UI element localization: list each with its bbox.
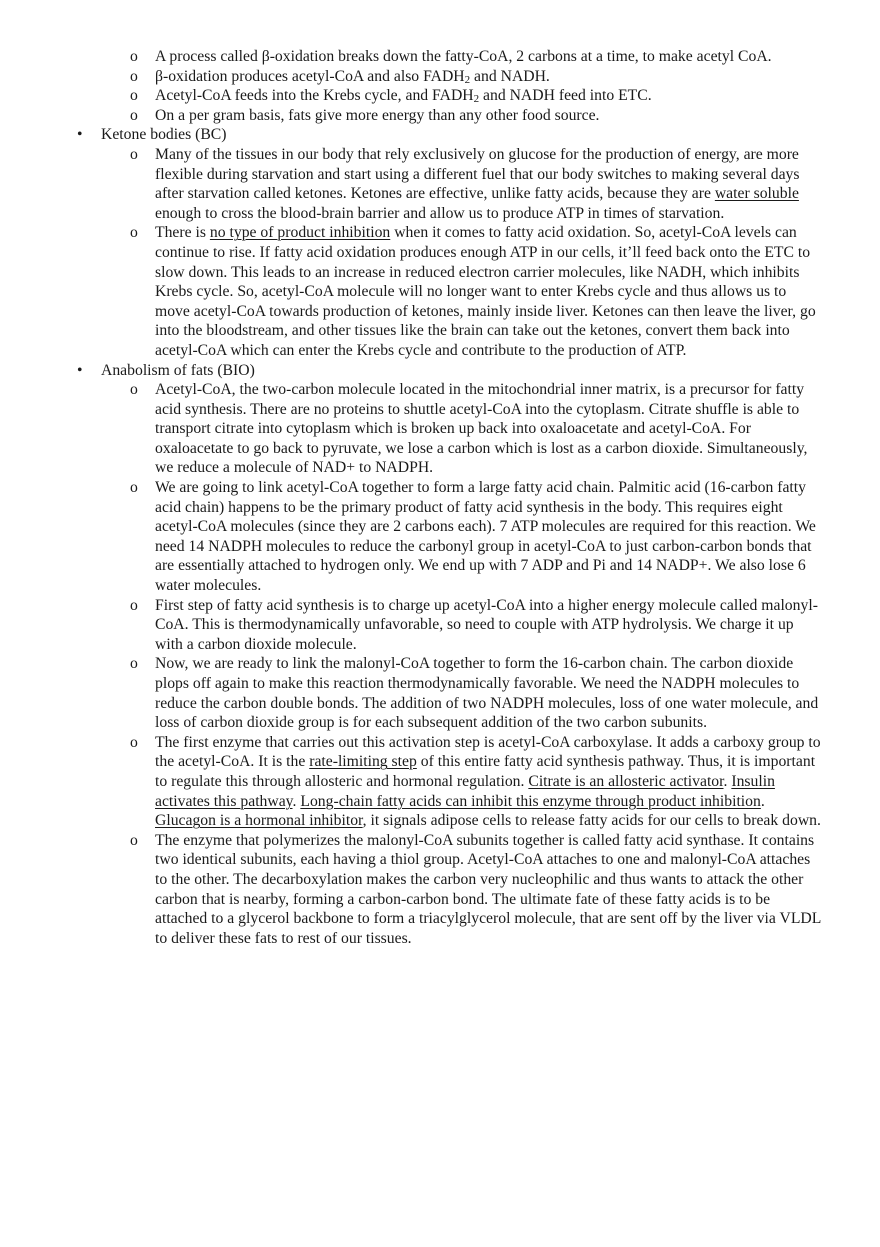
list-item — [0, 831, 880, 949]
heading-text: Anabolism of fats (BIO) — [101, 361, 255, 379]
item-text: Many of the tissues in our body that rely exclusively on glucose for the production of energy, are more flexible during starvation and start using a different fuel that our body switches to making several days after starvation called ketones. Ketones are effective, unlike fatty acids, because they are — [155, 145, 800, 203]
bullet-marker: • — [77, 361, 83, 379]
item-text: β-oxidation produces acetyl-CoA and also FADH — [155, 67, 465, 85]
list-item — [0, 67, 880, 87]
item-text: . — [723, 772, 732, 790]
bullet-marker: o — [130, 655, 138, 673]
item-text: Now, we are ready to link the malonyl-CoA together to form the 16-carbon chain. The carbon dioxide plops off again to make this reaction thermodynamically favorable. We need the NADPH molecules to reduce the carbon double bonds. The addition of two NADPH molecules, loss of one water molecule, and loss of carbon dioxide group is for each subsequent addition of the two carbon subunits. — [155, 655, 819, 732]
item-text: and NADH feed into ETC. — [479, 87, 652, 105]
item-text: . — [760, 792, 765, 810]
bullet-marker: o — [130, 106, 138, 124]
bullet-marker: o — [130, 831, 138, 849]
bullet-marker: o — [130, 67, 138, 85]
item-text: and NADH. — [470, 67, 550, 85]
item-text: The first enzyme that carries out this activation step is acetyl-CoA carboxylase. It adds a carboxy group to the acetyl-CoA. It is the — [155, 733, 821, 771]
item-text: Acetyl-CoA, the two-carbon molecule located in the mitochondrial inner matrix, is a precursor for fatty acid synthesis. There are no proteins to shuttle acetyl-CoA into the cytoplasm. Citrate shuffle is able to transport citrate into cytoplasm which is broken up back into oxaloacetate and acetyl-CoA. For oxaloacetate to go back to pyruvate, we lose a carbon which is lost as a carbon dioxide. Simultaneously, we reduce a molecule of NAD+ to NADPH. — [155, 381, 808, 477]
list-item — [0, 106, 880, 126]
heading-text: Ketone bodies (BC) — [101, 126, 227, 144]
bullet-marker: o — [130, 479, 138, 497]
underlined-text: Insulin activates this pathway — [155, 772, 775, 810]
item-text: First step of fatty acid synthesis is to charge up acetyl-CoA into a higher energy molecule called malonyl-CoA. This is thermodynamically unfavorable, so need to couple with ATP hydrolysis. We charge it up with a carbon dioxide molecule. — [155, 596, 818, 653]
item-text: Acetyl-CoA feeds into the Krebs cycle, and FADH — [155, 87, 474, 105]
document-page — [0, 47, 880, 948]
subscript: 2 — [464, 73, 471, 86]
bullet-marker: o — [130, 87, 138, 105]
underlined-text: rate-limiting step — [309, 753, 417, 771]
list-item — [0, 86, 880, 106]
list-item — [0, 478, 880, 596]
list-item — [0, 733, 880, 831]
item-text: On a per gram basis, fats give more energy than any other food source. — [155, 106, 600, 124]
underlined-text: Citrate is an allosteric activator — [528, 772, 724, 790]
underlined-text: Glucagon is a hormonal inhibitor — [155, 812, 363, 830]
section-heading-anabolism — [0, 361, 880, 381]
list-item — [0, 47, 880, 67]
list-item — [0, 654, 880, 732]
item-text: of this entire fatty acid synthesis pathway. Thus, it is important to regulate this through allosteric and hormonal regulation. — [155, 753, 816, 790]
bullet-marker: o — [130, 145, 138, 163]
item-text: . — [292, 792, 301, 810]
item-text: There is — [155, 224, 210, 242]
item-text: A process called β-oxidation breaks down the fatty-CoA, 2 carbons at a time, to make acetyl CoA. — [155, 48, 772, 65]
bullet-marker: o — [130, 733, 138, 751]
list-item — [0, 596, 880, 655]
item-text: We are going to link acetyl-CoA together to form a large fatty acid chain. Palmitic acid (16-carbon fatty acid chain) happens to be the primary product of fatty acid synthesis in the body. This requires eight acetyl-CoA molecules (since they are 2 carbons each). 7 ATP molecules are required for this reaction. We need 14 NADPH molecules to reduce the carbonyl group in acetyl-CoA to just carbon-carbon bonds that are essentially attached to hydrogen only. We end up with 7 ADP and Pi and 14 NADP+. We also lose 6 water molecules. — [155, 479, 816, 595]
item-text: The enzyme that polymerizes the malonyl-CoA subunits together is called fatty acid synthase. It contains two identical subunits, each having a thiol group. Acetyl-CoA attaches to one and malonyl-CoA attaches to the other. The decarboxylation makes the carbon very nucleophilic and thus wants to attack the other carbon that is nearby, forming a carbon-carbon bond. The ultimate fate of these fatty acids is to be attached to a glycerol backbone to form a triacylglycerol molecule, that are sent off by the liver via VLDL to deliver these fats to rest of our tissues. — [155, 831, 821, 947]
bullet-marker: o — [130, 224, 138, 242]
list-item — [0, 223, 880, 360]
underlined-text: water soluble — [714, 185, 799, 203]
item-text: , it signals adipose cells to release fatty acids for our cells to break down. — [362, 812, 821, 830]
bullet-marker: o — [130, 381, 138, 399]
bullet-marker: • — [77, 126, 83, 144]
item-text: enough to cross the blood-brain barrier and allow us to produce ATP in times of starvation. — [155, 204, 725, 222]
list-item — [0, 380, 880, 478]
list-item — [0, 145, 880, 223]
section-heading-ketone — [0, 125, 880, 145]
underlined-text: Long-chain fatty acids can inhibit this enzyme through product inhibition — [300, 792, 761, 810]
bullet-marker: o — [130, 596, 138, 614]
bullet-marker: o — [130, 48, 138, 65]
item-text: when it comes to fatty acid oxidation. So, acetyl-CoA levels can continue to rise. If fatty acid oxidation produces enough ATP in our cells, it’ll feed back onto the ETC to slow down. This leads to an increase in reduced electron carrier molecules, like NADH, which inhibits Krebs cycle. So, acetyl-CoA molecule will no longer want to enter Krebs cycle and thus allows us to move acetyl-CoA towards production of ketones, mainly inside liver. Ketones can then leave the liver, go into the bloodstream, and other tissues like the brain can take out the ketones, convert them back into acetyl-CoA which can enter the Krebs cycle and contribute to the production of ATP. — [155, 224, 816, 359]
underlined-text: no type of product inhibition — [209, 224, 391, 242]
subscript: 2 — [473, 93, 480, 106]
